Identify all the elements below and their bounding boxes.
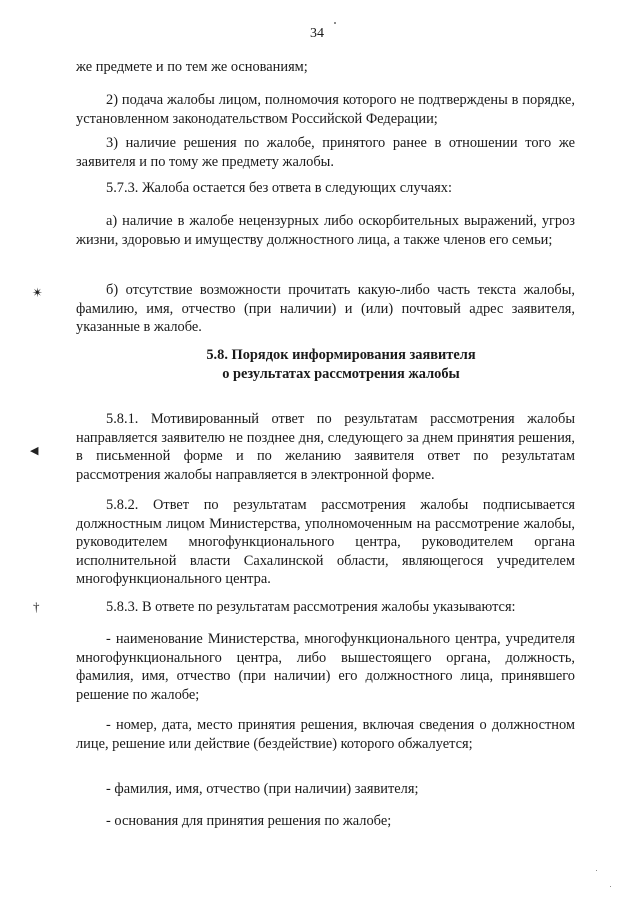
heading-line-2: о результатах рассмотрения жалобы [222,365,460,382]
list-item-applicant-name: - фамилия, имя, отчество (при наличии) заявителя; [106,781,419,797]
paragraph-5-7-3: 5.7.3. Жалоба остается без ответа в следующих случаях: [106,180,452,196]
heading-line-1: 5.8. Порядок информирования заявителя [206,347,476,363]
margin-mark-bottom: † [33,599,40,614]
paragraph-5-8-2: 5.8.2. Ответ по результатам рассмотрения жалобы подписывается должностным лицом Министерства, уполномоченным на рассмотрение жалобы, руководителем многофункционального центра, руководителем органа исполнительной власти Сахалинской области, являющегося учредителем многофункционального центра. [76,497,575,587]
paragraph-item-3: 3) наличие решения по жалобе, принятого ранее в отношении того же заявителя и по тому же предмету жалобы. [76,135,575,170]
section-heading-5-8 [76,346,606,383]
list-item-decision-grounds: - основания для принятия решения по жалобе; [106,813,392,829]
scan-speck [610,886,611,887]
paragraph-continuation: же предмете и по тем же основаниям; [76,59,308,75]
list-item-decision-number: - номер, дата, место принятия решения, включая сведения о должностном лице, решение или действие (бездействие) которого обжалуется; [76,717,575,752]
margin-mark-top: ✴ [32,285,43,300]
paragraph-5-8-3: 5.8.3. В ответе по результатам рассмотрения жалобы указываются: [106,599,516,615]
paragraph-5-8-1: 5.8.1. Мотивированный ответ по результатам рассмотрения жалобы направляется заявителю не позднее дня, следующего за днем принятия решения, в письменной форме и по желанию заявителя ответ по результатам рассмотрения жалобы направляется в электронной форме. [76,411,575,483]
paragraph-item-2: 2) подача жалобы лицом, полномочия которого не подтверждены в порядке, установленном законодательством Российской Федерации; [76,92,575,127]
paragraph-item-b: б) отсутствие возможности прочитать какую-либо часть текста жалобы, фамилию, имя, отчество (при наличии) и (или) почтовый адрес заявителя, указанные в жалобе. [76,282,575,335]
list-item-organ-name: - наименование Министерства, многофункционального центра, учредителя многофункционального центра, либо вышестоящего органа, должность, фамилия, имя, отчество (при наличии) его должностного лица, принявшего решение по жалобе; [76,631,575,703]
paragraph-item-a: а) наличие в жалобе нецензурных либо оскорбительных выражений, угроз жизни, здоровью и имуществу должностного лица, а также членов его семьи; [76,213,575,248]
margin-mark-middle: ◀ [30,445,39,457]
page-number: 34 [310,26,324,41]
scan-speck [334,22,336,24]
scan-speck [596,870,597,871]
